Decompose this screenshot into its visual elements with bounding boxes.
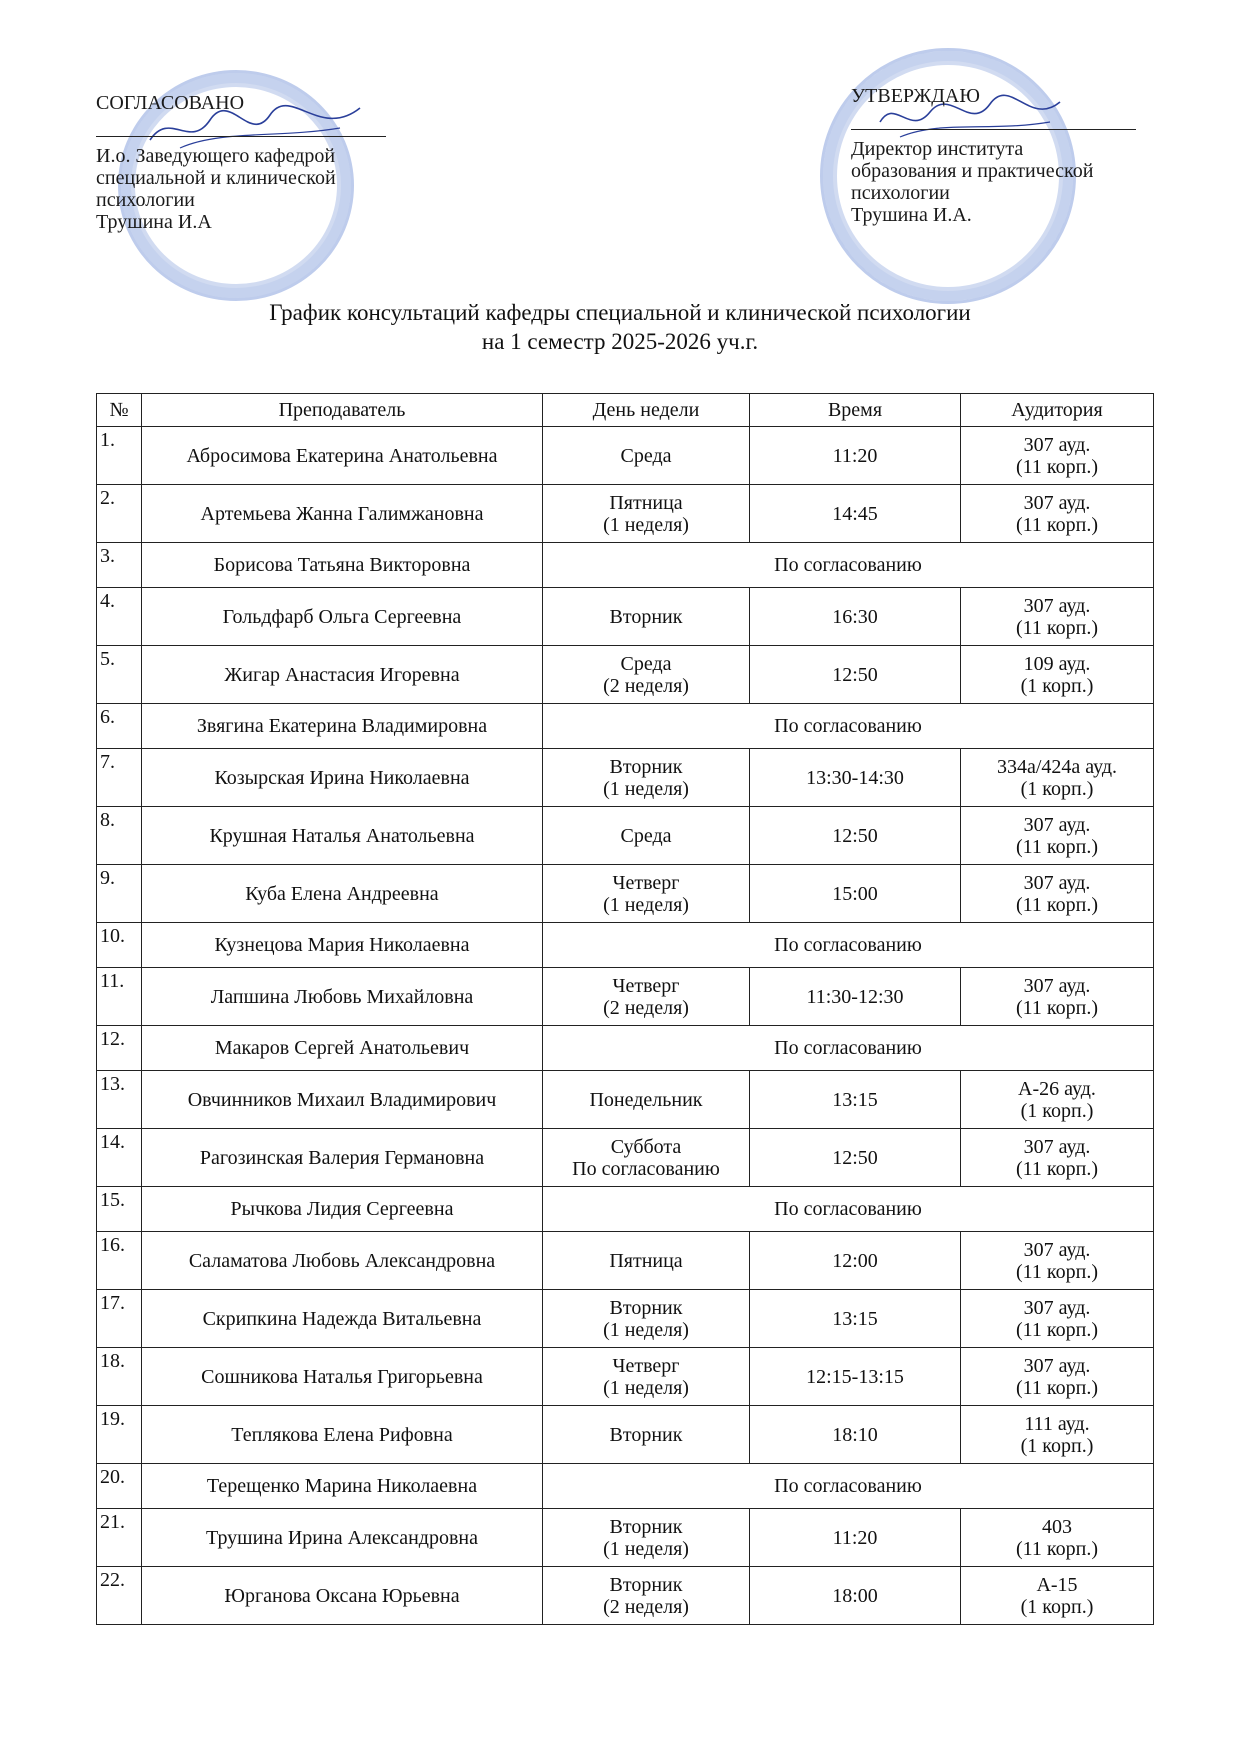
agreed-line: психологии <box>96 189 195 211</box>
time-cell: 18:00 <box>750 1567 961 1625</box>
room-cell-secondary: (11 корп.) <box>1016 1260 1098 1283</box>
room-cell-secondary: (11 корп.) <box>1016 1376 1098 1399</box>
row-number: 10. <box>97 923 142 968</box>
header-teacher: Преподаватель <box>142 394 543 427</box>
room-cell-secondary: (11 корп.) <box>1016 893 1098 916</box>
room-cell-primary: А-26 ауд. <box>1018 1077 1096 1100</box>
table-row <box>97 1026 1154 1071</box>
consultation-schedule-table <box>96 393 1154 1625</box>
day-cell <box>543 588 750 646</box>
day-cell-secondary: (1 неделя) <box>603 1318 689 1341</box>
room-cell-secondary: (11 корп.) <box>1016 616 1098 639</box>
row-number: 4. <box>97 588 142 646</box>
room-cell-secondary: (11 корп.) <box>1016 1318 1098 1341</box>
header-room: Аудитория <box>961 394 1154 427</box>
row-number: 14. <box>97 1129 142 1187</box>
teacher-name: Саламатова Любовь Александровна <box>142 1232 543 1290</box>
room-cell <box>961 1509 1154 1567</box>
room-cell <box>961 427 1154 485</box>
room-cell <box>961 865 1154 923</box>
header-day: День недели <box>543 394 750 427</box>
room-cell-primary: 307 ауд. <box>1023 1296 1091 1319</box>
teacher-name: Теплякова Елена Рифовна <box>142 1406 543 1464</box>
day-cell-primary: Понедельник <box>589 1088 703 1111</box>
teacher-name: Рычкова Лидия Сергеевна <box>142 1187 543 1232</box>
row-number: 21. <box>97 1509 142 1567</box>
day-cell-primary: Пятница <box>609 491 683 514</box>
row-number: 7. <box>97 749 142 807</box>
time-cell: 13:15 <box>750 1071 961 1129</box>
time-cell: 16:30 <box>750 588 961 646</box>
day-cell-primary: Среда <box>620 652 672 675</box>
room-cell-primary: А-15 <box>1036 1573 1078 1596</box>
room-cell-secondary: (1 корп.) <box>1020 1434 1094 1457</box>
teacher-name: Крушная Наталья Анатольевна <box>142 807 543 865</box>
day-cell-primary: Вторник <box>609 755 683 778</box>
table-row <box>97 646 1154 704</box>
teacher-name: Макаров Сергей Анатольевич <box>142 1026 543 1071</box>
day-cell-primary: Вторник <box>609 605 683 628</box>
day-cell-secondary: (1 неделя) <box>603 1376 689 1399</box>
day-cell-secondary: (1 неделя) <box>603 1537 689 1560</box>
header-time: Время <box>750 394 961 427</box>
time-cell: 15:00 <box>750 865 961 923</box>
table-body <box>97 427 1154 1625</box>
day-cell <box>543 749 750 807</box>
teacher-name: Козырская Ирина Николаевна <box>142 749 543 807</box>
day-cell-primary: Четверг <box>612 974 680 997</box>
row-number: 8. <box>97 807 142 865</box>
row-number: 22. <box>97 1567 142 1625</box>
table-row <box>97 427 1154 485</box>
approved-line: Директор института <box>851 138 1024 160</box>
room-cell-primary: 403 <box>1042 1515 1072 1538</box>
row-number: 11. <box>97 968 142 1026</box>
by-agreement-cell: По согласованию <box>543 923 1154 968</box>
room-cell <box>961 968 1154 1026</box>
table-row <box>97 1129 1154 1187</box>
room-cell-primary: 307 ауд. <box>1023 813 1091 836</box>
signature-line <box>96 114 386 137</box>
teacher-name: Рагозинская Валерия Германовна <box>142 1129 543 1187</box>
time-cell: 11:30-12:30 <box>750 968 961 1026</box>
day-cell-secondary: (1 неделя) <box>603 893 689 916</box>
day-cell-secondary: (1 неделя) <box>603 777 689 800</box>
title-line-1: График консультаций кафедры специальной и клинической психологии <box>269 300 971 325</box>
teacher-name: Жигар Анастасия Игоревна <box>142 646 543 704</box>
by-agreement-cell: По согласованию <box>543 1026 1154 1071</box>
room-cell-secondary: (11 корп.) <box>1016 1157 1098 1180</box>
room-cell-primary: 307 ауд. <box>1023 974 1091 997</box>
time-cell: 11:20 <box>750 1509 961 1567</box>
time-cell: 13:15 <box>750 1290 961 1348</box>
teacher-name: Артемьева Жанна Галимжановна <box>142 485 543 543</box>
day-cell <box>543 968 750 1026</box>
teacher-name: Кузнецова Мария Николаевна <box>142 923 543 968</box>
day-cell-secondary: (2 неделя) <box>603 674 689 697</box>
approved-line: психологии <box>851 182 950 204</box>
room-cell <box>961 807 1154 865</box>
table-row <box>97 1232 1154 1290</box>
table-row <box>97 807 1154 865</box>
by-agreement-cell: По согласованию <box>543 543 1154 588</box>
time-cell: 12:00 <box>750 1232 961 1290</box>
day-cell <box>543 1509 750 1567</box>
day-cell-primary: Суббота <box>610 1135 682 1158</box>
table-row <box>97 1187 1154 1232</box>
day-cell <box>543 865 750 923</box>
room-cell-primary: 307 ауд. <box>1023 491 1091 514</box>
teacher-name: Терещенко Марина Николаевна <box>142 1464 543 1509</box>
table-header-row <box>97 394 1154 427</box>
day-cell <box>543 807 750 865</box>
table-row <box>97 704 1154 749</box>
room-cell <box>961 588 1154 646</box>
row-number: 17. <box>97 1290 142 1348</box>
room-cell-secondary: (11 корп.) <box>1016 513 1098 536</box>
room-cell <box>961 1071 1154 1129</box>
row-number: 12. <box>97 1026 142 1071</box>
room-cell-primary: 307 ауд. <box>1023 594 1091 617</box>
room-cell <box>961 1567 1154 1625</box>
table-row <box>97 1290 1154 1348</box>
time-cell: 14:45 <box>750 485 961 543</box>
table-row <box>97 1509 1154 1567</box>
table-row <box>97 1071 1154 1129</box>
approved-heading: УТВЕРЖДАЮ <box>851 85 980 107</box>
day-cell-secondary: (2 неделя) <box>603 996 689 1019</box>
day-cell <box>543 1406 750 1464</box>
room-cell-primary: 307 ауд. <box>1023 1238 1091 1261</box>
teacher-name: Абросимова Екатерина Анатольевна <box>142 427 543 485</box>
time-cell: 12:50 <box>750 646 961 704</box>
row-number: 5. <box>97 646 142 704</box>
day-cell <box>543 1290 750 1348</box>
day-cell <box>543 646 750 704</box>
header-number: № <box>97 394 142 427</box>
row-number: 13. <box>97 1071 142 1129</box>
teacher-name: Сошникова Наталья Григорьевна <box>142 1348 543 1406</box>
room-cell <box>961 1232 1154 1290</box>
time-cell: 12:50 <box>750 1129 961 1187</box>
table-row <box>97 543 1154 588</box>
agreed-line: Трушина И.А <box>96 211 212 233</box>
room-cell-secondary: (11 корп.) <box>1016 996 1098 1019</box>
room-cell-secondary: (11 корп.) <box>1016 835 1098 858</box>
day-cell-secondary: (2 неделя) <box>603 1595 689 1618</box>
approved-line: Трушина И.А. <box>851 204 972 226</box>
row-number: 9. <box>97 865 142 923</box>
day-cell-primary: Пятница <box>609 1249 683 1272</box>
day-cell <box>543 427 750 485</box>
teacher-name: Куба Елена Андреевна <box>142 865 543 923</box>
day-cell <box>543 1129 750 1187</box>
time-cell: 12:50 <box>750 807 961 865</box>
row-number: 16. <box>97 1232 142 1290</box>
table-row <box>97 923 1154 968</box>
day-cell <box>543 1232 750 1290</box>
room-cell-secondary: (1 корп.) <box>1020 777 1094 800</box>
room-cell-primary: 307 ауд. <box>1023 1354 1091 1377</box>
day-cell-secondary: (1 неделя) <box>603 513 689 536</box>
time-cell: 11:20 <box>750 427 961 485</box>
room-cell-secondary: (11 корп.) <box>1016 1537 1098 1560</box>
room-cell-primary: 307 ауд. <box>1023 871 1091 894</box>
day-cell-secondary: По согласованию <box>572 1157 720 1180</box>
teacher-name: Лапшина Любовь Михайловна <box>142 968 543 1026</box>
day-cell-primary: Четверг <box>612 871 680 894</box>
agreed-heading: СОГЛАСОВАНО <box>96 92 245 114</box>
table-row <box>97 749 1154 807</box>
by-agreement-cell: По согласованию <box>543 1464 1154 1509</box>
table-row <box>97 588 1154 646</box>
signature-line <box>851 107 1136 130</box>
table-row <box>97 1567 1154 1625</box>
approved-line: образования и практической <box>851 160 1094 182</box>
room-cell-primary: 109 ауд. <box>1023 652 1091 675</box>
title-line-2: на 1 семестр 2025-2026 уч.г. <box>481 329 759 354</box>
row-number: 2. <box>97 485 142 543</box>
room-cell-primary: 111 ауд. <box>1024 1412 1090 1435</box>
teacher-name: Юрганова Оксана Юрьевна <box>142 1567 543 1625</box>
room-cell-secondary: (11 корп.) <box>1016 455 1098 478</box>
day-cell <box>543 1348 750 1406</box>
room-cell-primary: 307 ауд. <box>1023 1135 1091 1158</box>
agreed-line: специальной и клинической <box>96 167 336 189</box>
row-number: 1. <box>97 427 142 485</box>
day-cell-primary: Вторник <box>609 1296 683 1319</box>
room-cell <box>961 1406 1154 1464</box>
row-number: 19. <box>97 1406 142 1464</box>
day-cell-primary: Вторник <box>609 1515 683 1538</box>
time-cell: 13:30-14:30 <box>750 749 961 807</box>
day-cell <box>543 1071 750 1129</box>
room-cell-primary: 334а/424а ауд. <box>996 755 1118 778</box>
room-cell-secondary: (1 корп.) <box>1020 1595 1094 1618</box>
table-row <box>97 1464 1154 1509</box>
row-number: 15. <box>97 1187 142 1232</box>
row-number: 6. <box>97 704 142 749</box>
day-cell-primary: Среда <box>620 444 672 467</box>
day-cell <box>543 485 750 543</box>
teacher-name: Звягина Екатерина Владимировна <box>142 704 543 749</box>
room-cell <box>961 485 1154 543</box>
day-cell-primary: Вторник <box>609 1573 683 1596</box>
table-row <box>97 1406 1154 1464</box>
by-agreement-cell: По согласованию <box>543 1187 1154 1232</box>
document-title <box>0 298 1240 356</box>
table-row <box>97 865 1154 923</box>
day-cell <box>543 1567 750 1625</box>
agreed-block <box>96 92 396 233</box>
approved-block <box>851 85 1161 226</box>
table-row <box>97 1348 1154 1406</box>
teacher-name: Борисова Татьяна Викторовна <box>142 543 543 588</box>
teacher-name: Гольдфарб Ольга Сергеевна <box>142 588 543 646</box>
room-cell <box>961 646 1154 704</box>
room-cell-secondary: (1 корп.) <box>1020 1099 1094 1122</box>
room-cell <box>961 749 1154 807</box>
row-number: 20. <box>97 1464 142 1509</box>
day-cell-primary: Четверг <box>612 1354 680 1377</box>
room-cell-secondary: (1 корп.) <box>1020 674 1094 697</box>
row-number: 18. <box>97 1348 142 1406</box>
teacher-name: Трушина Ирина Александровна <box>142 1509 543 1567</box>
teacher-name: Скрипкина Надежда Витальевна <box>142 1290 543 1348</box>
room-cell <box>961 1290 1154 1348</box>
table-row <box>97 968 1154 1026</box>
table-row <box>97 485 1154 543</box>
agreed-line: И.о. Заведующего кафедрой <box>96 145 336 167</box>
teacher-name: Овчинников Михаил Владимирович <box>142 1071 543 1129</box>
time-cell: 18:10 <box>750 1406 961 1464</box>
time-cell: 12:15-13:15 <box>750 1348 961 1406</box>
room-cell <box>961 1129 1154 1187</box>
room-cell-primary: 307 ауд. <box>1023 433 1091 456</box>
day-cell-primary: Среда <box>620 824 672 847</box>
by-agreement-cell: По согласованию <box>543 704 1154 749</box>
room-cell <box>961 1348 1154 1406</box>
day-cell-primary: Вторник <box>609 1423 683 1446</box>
row-number: 3. <box>97 543 142 588</box>
